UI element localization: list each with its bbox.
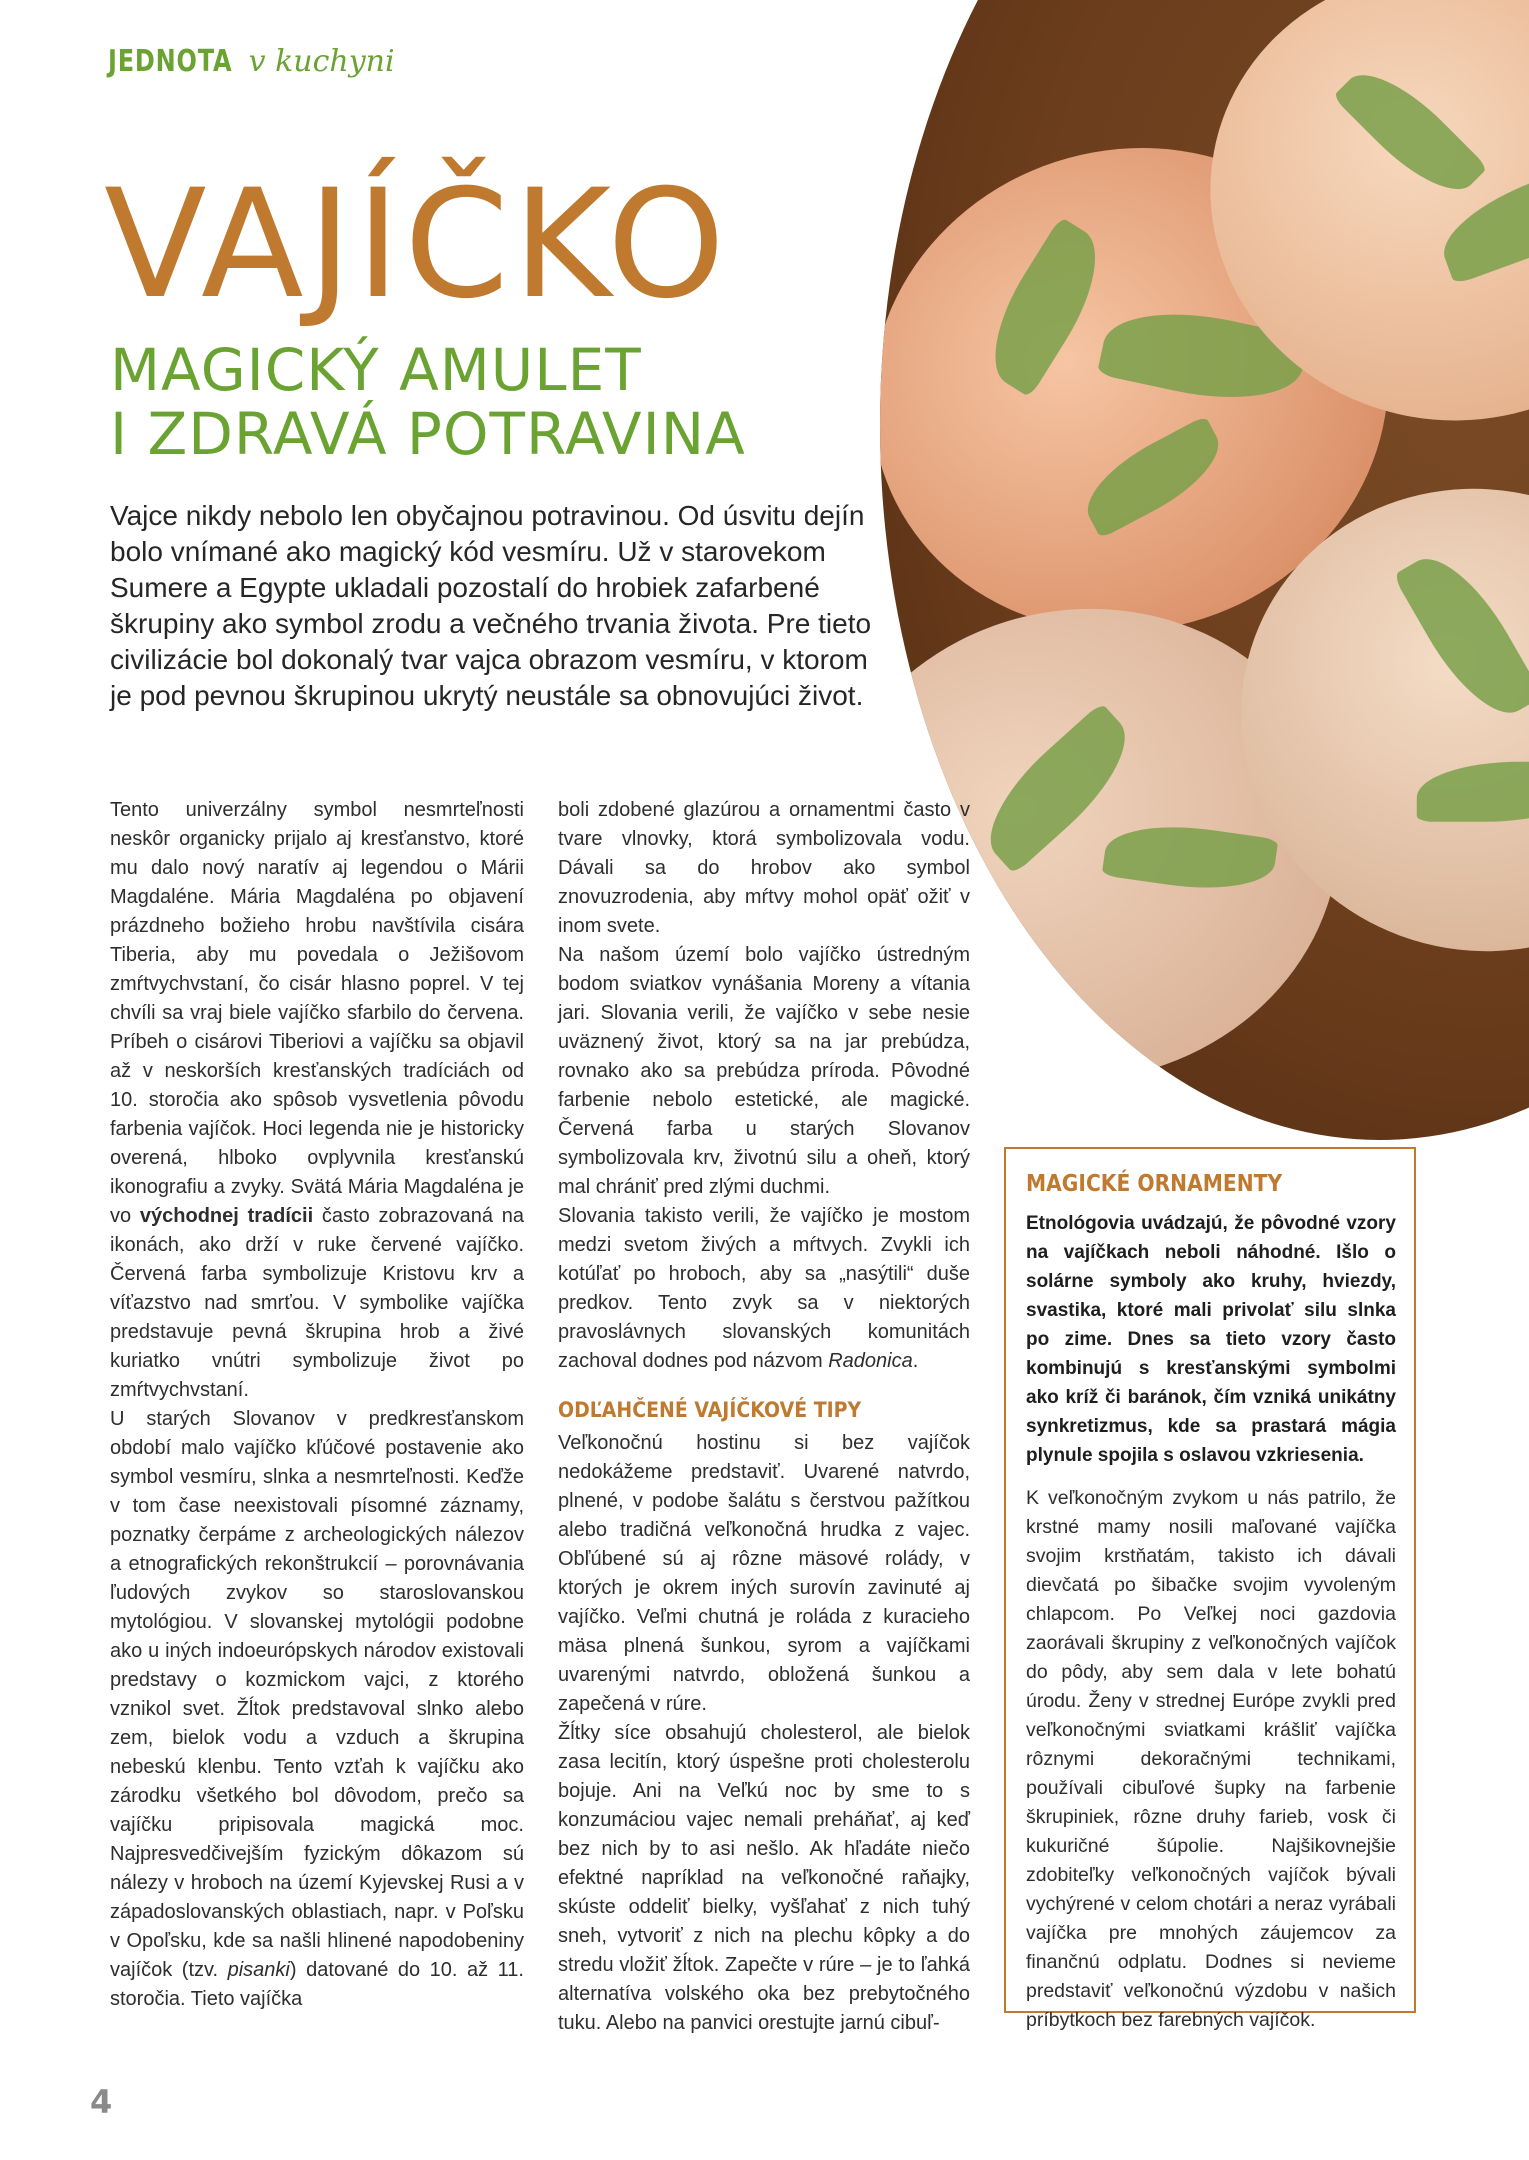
page-number: 4	[90, 2083, 113, 2121]
section-heading: ODĽAHČENÉ VAJÍČKOVÉ TIPY	[558, 1398, 862, 1422]
box-heading: MAGICKÉ ORNAMENTY	[1026, 1171, 1283, 1197]
subtitle-line: I ZDRAVÁ POTRAVINA	[110, 400, 746, 468]
paragraph: Na našom území bolo vajíčko ústredným bodom sviatkov vynášania Moreny a vítania jari. Slovania verili, že vajíčko v sebe nesie uväznený život, ktorý sa na jar prebúdza, rovnako ako sa prebúdza príroda. Pôvodné farbenie nebolo estetické, ale magické. Červená farba u starých Slovanov symbolizovala krv, životnú silu a oheň, ktorý mal chrániť pred zlými duchmi.	[558, 944, 970, 1198]
sidebar-box	[1004, 1147, 1416, 2031]
paragraph: Slovania takisto verili, že vajíčko je mostom medzi svetom živých a mŕtvych. Zvykli ich kotúľať po hroboch, aby sa „nasýtili“ duše predkov. Tento zvyk sa v niektorých pravoslávnych slovanských komunitách zachoval dodnes pod názvom Radonica.	[558, 1205, 970, 1372]
article-column-2	[558, 796, 970, 2038]
paragraph: Žĺtky síce obsahujú cholesterol, ale bielok zasa lecitín, ktorý úspešne proti cholesterolu bojuje. Ani na Veľkú noc by sme to s konzumáciou vajec nemali preháňať, aj keď bez nich by to asi nešlo. Ak hľadáte niečo efektné napríklad na veľkonočné raňajky, skúste oddeliť bielky, vyšľahať z nich tuhý sneh, vytvoriť z nich na plechu kôpky a do stredu vložiť žĺtok. Zapečte v rúre – je to ľahká alternatíva volského oka bez prebytočného tuku. Alebo na panvici orestujte jarnú cibuľ-	[558, 1722, 970, 2034]
box-text: K veľkonočným zvykom u nás patrilo, že krstné mamy nosili maľované vajíčka svojim krstňatám, takisto ich dávali dievčatá po šibačke svojim vyvoleným chlapcom. Po Veľkej noci gazdovia zaorávali škrupiny z veľkonočných vajíčok do pôdy, aby sem dala v lete bohatú úrodu. Ženy v strednej Európe zvykli pred veľkonočnými sviatkami krášliť vajíčka rôznymi dekoračnými technikami, používali cibuľové šupky na farbenie škrupiniek, rôzne druhy farieb, vosk či kukuričné šúpolie. Najšikovnejšie zdobiteľky veľkonočných vajíčok bývali vychýrené v celom chotári a neraz vyrábali vajíčka pre mnohých záujemcov za finančnú odplatu. Dodnes si nevieme predstaviť veľkonočnú výzdobu v našich príbytkoch bez farebných vajíčok.	[1026, 1487, 1396, 2031]
subtitle-line: MAGICKÝ AMULET	[110, 336, 642, 404]
brand-name: JEDNOTA	[108, 44, 233, 79]
lead-paragraph: Vajce nikdy nebolo len obyčajnou potravinou. Od úsvitu dejín bolo vnímané ako magický kód vesmíru. Už v starovekom Sumere a Egypte ukladali pozostalí do hrobiek zafarbené škrupiny ako symbol zrodu a večného trvania života. Pre tieto civilizácie bol dokonalý tvar vajca obrazom vesmíru, v ktorom je pod pevnou škrupinou ukrytý neustále sa obnovujúci život.	[110, 500, 872, 711]
paragraph: boli zdobené glazúrou a ornamentmi často v tvare vlnovky, ktorá symbolizovala vodu. Dávali sa do hrobov ako symbol znovuzrodenia, aby mŕtvy mohol opäť ožiť v inom svete.	[558, 799, 970, 937]
paragraph: Tento univerzálny symbol nesmrteľnosti neskôr organicky prijalo aj kresťanstvo, ktoré mu dalo nový naratív aj legendou o Márii Magdaléne. Mária Magdaléna po objavení prázdneho božieho hrobu navštívila cisára Tiberia, aby mu povedala o Ježišovom zmŕtvychvstaní, čo cisár hlasno poprel. V tej chvíli sa vraj biele vajíčko sfarbilo do červena. Príbeh o cisárovi Tiberiovi a vajíčku sa objavil až v neskorších kresťanských tradíciách od 10. storočia ako spôsob vysvetlenia pôvodu farbenia vajíčok. Hoci legenda nie je historicky overená, hlboko ovplyvnila kresťanskú ikonografiu a zvyky. Svätá Mária Magdaléna je vo východnej tradícii často zobrazovaná na ikonách, ako drží v ruke červené vajíčko. Červená farba symbolizuje Kristovu krv a víťazstvo nad smrťou. V symbolike vajíčka predstavuje pevná škrupina hrob a živé kuriatko vnútri symbolizuje život po zmŕtvychvstaní.	[110, 799, 524, 1401]
page-title: VAJÍČKO	[104, 158, 730, 332]
brand-header	[108, 44, 395, 79]
paragraph: Veľkonočnú hostinu si bez vajíčok nedokážeme predstaviť. Uvarené natvrdo, plnené, v podobe šalátu s čerstvou pažítkou alebo tradičná veľkonočná hrudka z vajec. Obľúbené sú aj rôzne mäsové rolády, v ktorých je okrem iných surovín zavinuté aj vajíčko. Veľmi chutná je roláda z kuracieho mäsa plnená šunkou, syrom a vajíčkami uvarenými natvrdo, obložená šunkou a zapečená v rúre.	[558, 1432, 970, 1715]
section-name: v kuchyni	[248, 44, 395, 79]
article-column-1	[110, 796, 524, 2014]
paragraph: U starých Slovanov v predkresťanskom období malo vajíčko kľúčové postavenie ako symbol vesmíru, slnka a nesmrteľnosti. Keďže v tom čase neexistovali písomné záznamy, poznatky čerpáme z archeologických nálezov a etnografických rekonštrukcií – porovnávania ľudových zvykov so staroslovanskou mytológiou. V slovanskej mytológii podobne ako u iných indoeurópskych národov existovali predstavy o kozmickom vajci, z ktorého vznikol svet. Žĺtok predstavoval slnko alebo zem, bielok vodu a vzduch a škrupina nebeskú klenbu. Tento vzťah k vajíčku ako zárodku všetkého bol dôvodom, prečo sa vajíčku pripisovala magická moc. Najpresvedčivejším fyzickým dôkazom sú nálezy v hroboch na území Kyjevskej Rusi a v západoslovanských oblastiach, napr. v Poľsku v Opoľsku, kde sa našli hlinené napodobeniny vajíčok (tzv. pisanki) datované do 10. až 11. storočia. Tieto vajíčka	[110, 1408, 524, 2010]
eggs-bowl-photo	[880, 0, 1529, 1140]
box-intro: Etnológovia uvádzajú, že pôvodné vzory na vajíčkach neboli náhodné. Išlo o solárne symboly ako kruhy, hviezdy, svastika, ktoré mali privolať silu slnka po zime. Dnes sa tieto vzory často kombinujú s kresťanskými symbolmi ako kríž či baránok, čím vzniká unikátny synkretizmus, kde sa prastará mágia plynule spojila s oslavou vzkriesenia.	[1026, 1213, 1396, 1466]
page-subtitle	[110, 338, 910, 466]
